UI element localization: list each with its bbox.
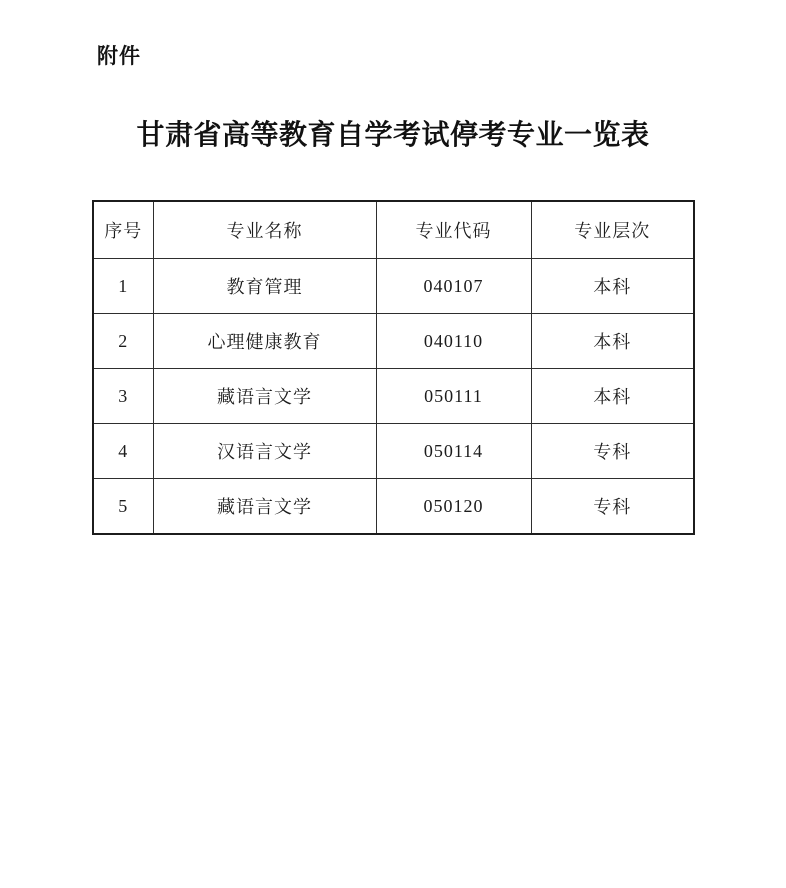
table-row: [93, 424, 694, 479]
page-title: 甘肃省高等教育自学考试停考专业一览表: [136, 120, 650, 151]
cell-major-code: 050111: [376, 369, 531, 424]
cell-major-name: 汉语言文学: [153, 424, 376, 479]
cell-major-code: 040107: [376, 259, 531, 314]
cell-index: 2: [93, 314, 153, 369]
cell-major-code: 040110: [376, 314, 531, 369]
cell-major-level: 本科: [531, 314, 694, 369]
table-header-row: [93, 201, 694, 259]
cell-major-name: 教育管理: [153, 259, 376, 314]
attachment-label: 附件: [97, 45, 141, 68]
cell-index: 5: [93, 479, 153, 535]
header-cell-index: 序号: [93, 201, 153, 259]
cell-major-level: 专科: [531, 424, 694, 479]
cell-major-name: 心理健康教育: [153, 314, 376, 369]
cell-index: 4: [93, 424, 153, 479]
table-row: [93, 479, 694, 535]
header-cell-major-name: 专业名称: [153, 201, 376, 259]
cell-index: 3: [93, 369, 153, 424]
cell-major-code: 050114: [376, 424, 531, 479]
cell-major-name: 藏语言文学: [153, 369, 376, 424]
suspended-majors-table: [92, 200, 695, 535]
table-row: [93, 369, 694, 424]
cell-major-level: 本科: [531, 259, 694, 314]
header-cell-major-code: 专业代码: [376, 201, 531, 259]
cell-major-level: 专科: [531, 479, 694, 535]
cell-major-code: 050120: [376, 479, 531, 535]
table-row: [93, 259, 694, 314]
header-cell-major-level: 专业层次: [531, 201, 694, 259]
cell-major-name: 藏语言文学: [153, 479, 376, 535]
cell-major-level: 本科: [531, 369, 694, 424]
table-row: [93, 314, 694, 369]
cell-index: 1: [93, 259, 153, 314]
